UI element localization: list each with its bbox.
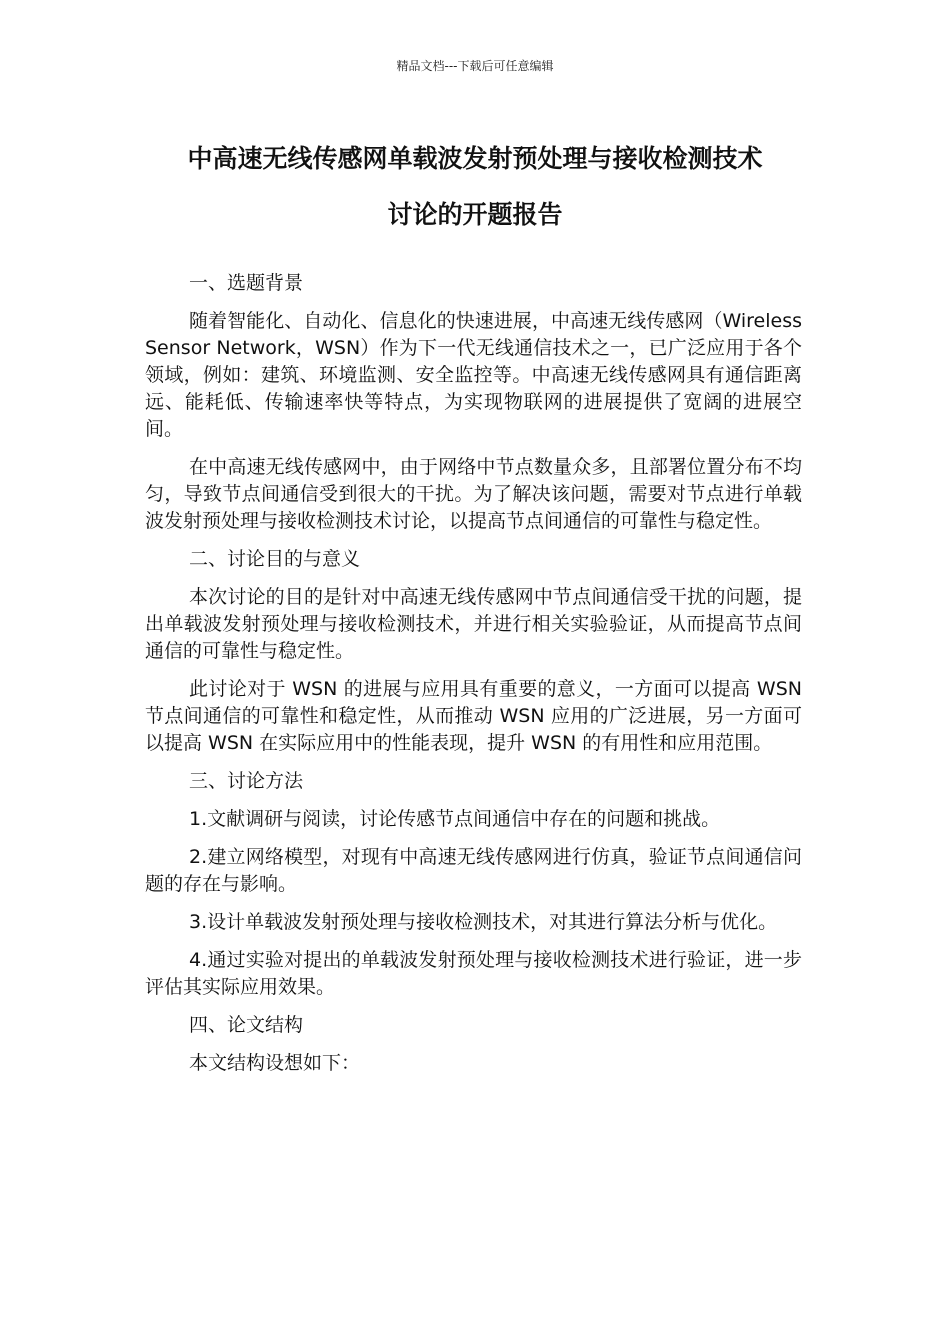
section-heading-structure: 四、论文结构	[189, 1014, 304, 1036]
document-body	[145, 270, 802, 1088]
paragraph-structure-intro: 本文结构设想如下：	[189, 1052, 361, 1074]
page-header: 精品文档---下载后可任意编辑	[396, 59, 554, 73]
document-title-line-2: 讨论的开题报告	[387, 200, 563, 229]
paragraph-purpose-2: 此讨论对于 WSN 的进展与应用具有重要的意义，一方面可以提高 WSN 节点间通信的可靠性和稳定性，从而推动 WSN 应用的广泛进展，另一方面可以提高 WSN 在实际应用中的性能表现，提升 WSN 的有用性和应用范围。	[145, 678, 802, 754]
document-title-line-1: 中高速无线传感网单载波发射预处理与接收检测技术	[187, 144, 763, 173]
method-item-2: 2.建立网络模型，对现有中高速无线传感网进行仿真，验证节点间通信问题的存在与影响。	[145, 846, 802, 895]
method-item-3: 3.设计单载波发射预处理与接收检测技术，对其进行算法分析与优化。	[189, 911, 778, 933]
section-heading-methods: 三、讨论方法	[189, 770, 304, 792]
method-item-4: 4.通过实验对提出的单载波发射预处理与接收检测技术进行验证，进一步评估其实际应用效果。	[145, 949, 802, 998]
method-item-1: 1.文献调研与阅读，讨论传感节点间通信中存在的问题和挑战。	[189, 808, 721, 830]
paragraph-background-1: 随着智能化、自动化、信息化的快速进展，中高速无线传感网（Wireless Sensor Network，WSN）作为下一代无线通信技术之一，已广泛应用于各个领域，例如：建筑、环境监测、安全监控等。中高速无线传感网具有通信距离远、能耗低、传输速率快等特点，为实现物联网的进展提供了宽阔的进展空间。	[145, 310, 802, 440]
section-heading-background: 一、选题背景	[189, 272, 304, 294]
paragraph-background-2: 在中高速无线传感网中，由于网络中节点数量众多，且部署位置分布不均匀，导致节点间通信受到很大的干扰。为了解决该问题，需要对节点进行单载波发射预处理与接收检测技术讨论，以提高节点间通信的可靠性与稳定性。	[145, 456, 802, 532]
paragraph-purpose-1: 本次讨论的目的是针对中高速无线传感网中节点间通信受干扰的问题，提出单载波发射预处理与接收检测技术，并进行相关实验验证，从而提高节点间通信的可靠性与稳定性。	[145, 586, 802, 662]
section-heading-purpose: 二、讨论目的与意义	[189, 548, 361, 570]
